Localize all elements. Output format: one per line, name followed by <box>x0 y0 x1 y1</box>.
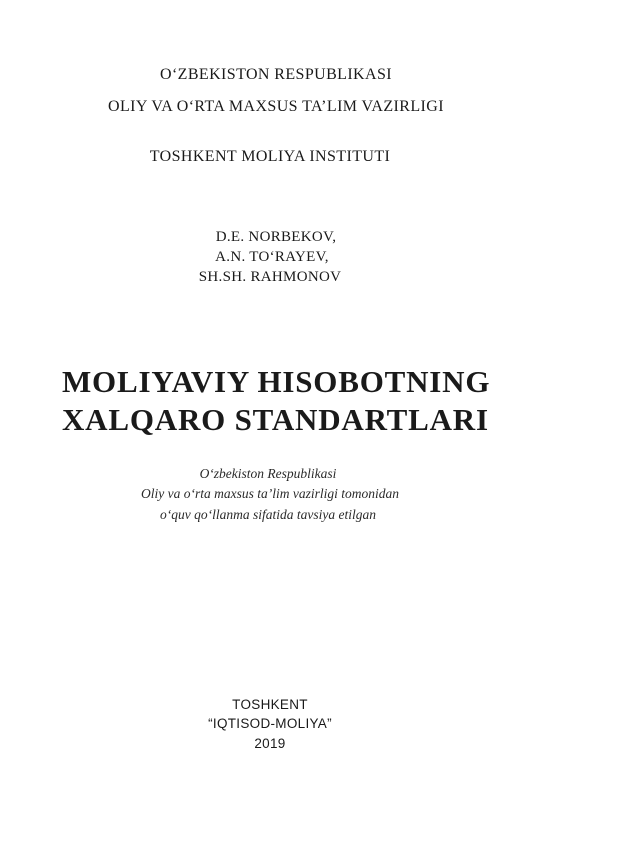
subtitle-line-3: o‘quv qo‘llanma sifatida tavsiya etilgan <box>160 507 376 522</box>
subtitle-line-1: O‘zbekiston Respublikasi <box>199 466 337 481</box>
author-1: D.E. NORBEKOV, <box>215 229 337 245</box>
book-title-line-2: XALQARO STANDARTLARI <box>62 402 489 437</box>
subtitle-line-2: Oliy va o‘rta maxsus ta’lim vazirligi tomonidan <box>141 486 399 501</box>
header-ministry: OLIY VA O‘RTA MAXSUS TA’LIM VAZIRLIGI <box>108 98 444 115</box>
book-title-line-1: MOLIYAVIY HISOBOTNING <box>62 364 491 399</box>
author-2: A.N. TO‘RAYEV, <box>215 249 329 265</box>
header-republic: O‘ZBEKISTON RESPUBLIKASI <box>160 66 392 83</box>
author-3: SH.SH. RAHMONOV <box>198 269 342 285</box>
imprint-city: TOSHKENT <box>232 697 308 712</box>
imprint-publisher: “IQTISOD-MOLIYA” <box>208 716 332 731</box>
imprint-year: 2019 <box>254 736 286 751</box>
header-institute: TOSHKENT MOLIYA INSTITUTI <box>149 148 391 165</box>
